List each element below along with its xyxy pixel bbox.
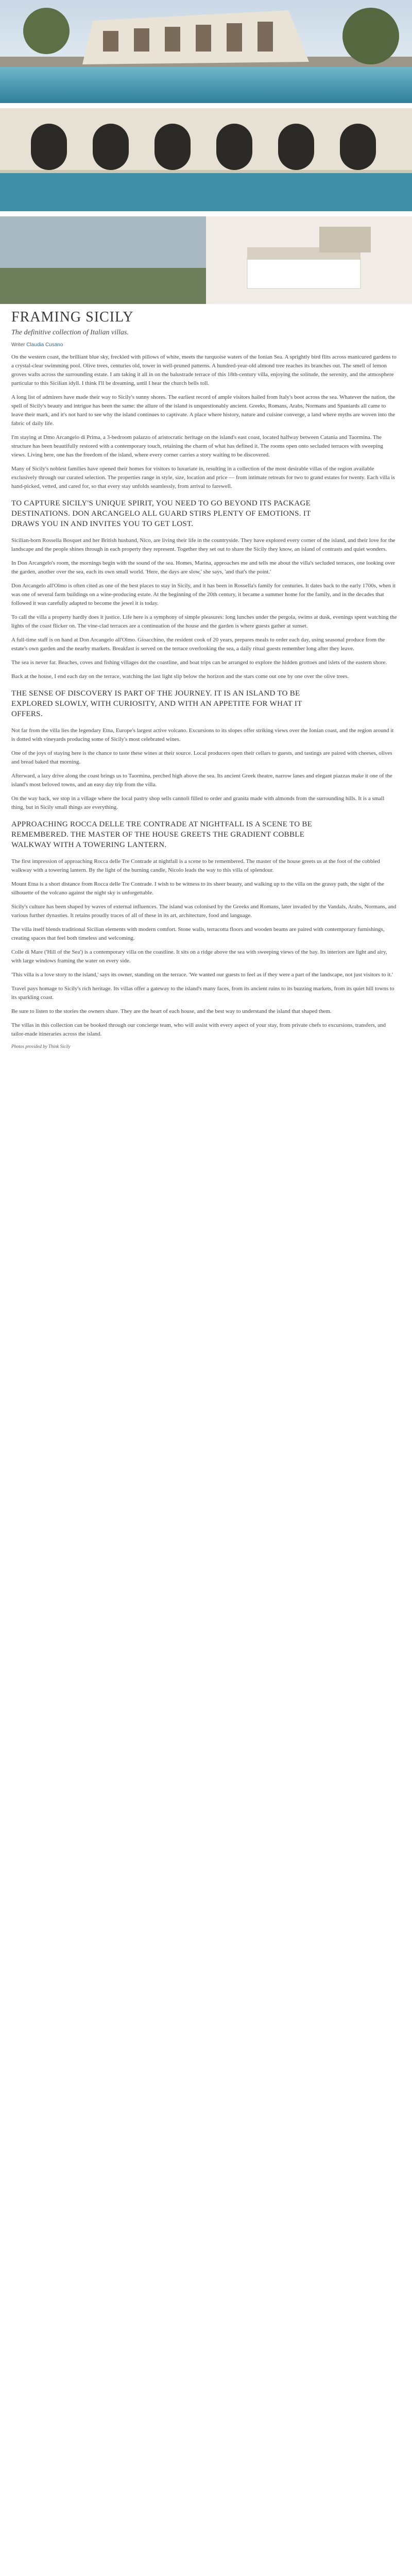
pull-quote: THE SENSE OF DISCOVERY IS PART OF THE JOURNEY. IT IS AN ISLAND TO BE EXPLORED SLOWLY, WITH CURIOSITY, AND WITH AN APPETITE FOR WHAT IT OFFERS. bbox=[11, 689, 302, 718]
paragraph: One of the joys of staying here is the chance to taste these wines at their source. Local producers open their cellars to guests, and tastings are paired with cheeses, olives and bread baked that morning. bbox=[11, 750, 392, 765]
photo-credit: Photos provided by Think Sicily bbox=[11, 1044, 71, 1049]
paragraph: Colle di Mare ('Hill of the Sea') is a contemporary villa on the coastline. It sits on a ridge above the sea with sweeping views of the bay. Its interiors are light and airy, with large windows framing the water on every side. bbox=[11, 949, 387, 964]
article-title: FRAMING SICILY bbox=[11, 309, 134, 325]
byline-author-link[interactable]: Claudia Cusano bbox=[26, 342, 63, 348]
paragraph: Be sure to listen to the stories the owners share. They are the heart of each house, and the best way to understand the island that shaped them. bbox=[11, 1008, 332, 1014]
byline-prefix: Writer bbox=[11, 342, 25, 348]
paragraph: Sicilian-born Rossella Bosquet and her British husband, Nico, are living their life in the countryside. They have explored every corner of the island, and their love for the landscape and the people shines through in each property they represent. Together they set out to share the Sicily they know, an island of contrasts and quiet wonders. bbox=[11, 537, 396, 552]
paragraph: I'm staying at Dmo Arcangelo di Prima, a 3-bedroom palazzo of aristocratic heritage on the island's east coast, located halfway between Catania and Taormina. The structure has been beautifully restored with a contemporary touch, retaining the charm of what has defined it. The rooms open onto secluded terraces with sweeping views. Living here, one has the freedom of the island, where every corner carries a story waiting to be discovered. bbox=[11, 434, 383, 458]
paragraph: On the western coast, the brilliant blue sky, freckled with pillows of white, meets the turquoise waters of the Ionian Sea. A sprightly bird flits across manicured gardens to a crystal-clear swimming pool. Olive trees, centuries old, tower in well-pruned patterns. A hundred-year-old almond tree reaches its branches out. The smell of lemon groves wafts across the surrounding estate. I am taking it all in on the balustrade terrace of this 18th-century villa, enjoying the solitude, the serenity, and the atmosphere particular to this Sicilian idyll. I think I'll be dreaming, until I hear the church bells toll. bbox=[11, 354, 397, 386]
article-body-b bbox=[11, 536, 398, 681]
paragraph: Mount Etna is a short distance from Rocca delle Tre Contrade. I wish to be witness to its sheer beauty, and walking up to the villa on the grassy path, the sight of the silhouette of the volcano against the night sky is unforgettable. bbox=[11, 881, 384, 896]
photo-villa-terrace-bedroom bbox=[0, 216, 412, 304]
paragraph: The first impression of approaching Rocca delle Tre Contrade at nightfall is a scene to be remembered. The master of the house greets us at the foot of the cobbled walkway with a towering lantern. By the light of the burning candle, Nicolo leads the way to this villa of splendour. bbox=[11, 858, 380, 873]
article-subtitle: The definitive collection of Italian villas. bbox=[11, 329, 129, 336]
pull-quote: APPROACHING ROCCA DELLE TRE CONTRADE AT NIGHTFALL IS A SCENE TO BE REMEMBERED. THE MASTER OF THE HOUSE GREETS THE GRADIENT COBBLE WALKWAY WITH A TOWERING LANTERN. bbox=[11, 820, 313, 849]
paragraph: On the way back, we stop in a village where the local pastry shop sells cannoli filled to order and granita made with almonds from the surrounding hills. It is a small thing, but in Sicily small things are everything. bbox=[11, 795, 385, 810]
paragraph: Many of Sicily's noblest families have opened their homes for visitors to luxuriate in, resulting in a collection of the most desirable villas of the region available exclusively through our curated selection. The properties range in style, size, location and price — from intimate retreats for two to grand estates for twenty. Each villa is hand-picked, vetted, and cared for, so that every stay unfolds seamlessly, from arrival to farewell. bbox=[11, 466, 395, 489]
pull-quote: TO CAPTURE SICILY'S UNIQUE SPIRIT, YOU NEED TO GO BEYOND ITS PACKAGE DESTINATIONS. DON ARCANGELO ALL GUARD STIRS PLENTY OF EMOTIONS. IT DRAWS YOU IN AND INVITES YOU TO GET LOST. bbox=[11, 499, 311, 528]
article-body-d bbox=[11, 857, 398, 1039]
photo-villa-arches-pool bbox=[0, 108, 412, 211]
paragraph: A long list of admirers have made their way to Sicily's sunny shores. The earliest record of ample visitors hailed from Italy's boot across the sea. Whatever the nation, the spell of Sicily's beauty and intrigue has been the same: the allure of the island is unquestionably ancient. Greeks, Romans, Arabs, Normans and Spaniards all came to leave their mark, and it's not hard to see why the island continues to captivate. A place where history, nature and cuisine converge, a land where myths are woven into the fabric of daily life. bbox=[11, 394, 396, 427]
paragraph: Travel pays homage to Sicily's rich heritage. Its villas offer a gateway to the island's many faces, from its ancient ruins to its buzzing markets, from its quiet hill towns to its sparkling coast. bbox=[11, 986, 394, 1001]
hero-photo-villa-pool bbox=[0, 0, 412, 103]
article-body-c bbox=[11, 726, 398, 812]
paragraph: Sicily's culture has been shaped by waves of external influences. The island was colonised by the Greeks and Romans, later invaded by the Vandals, Arabs, Normans, and various further dynasties. It retains proudly traces of all of these in its art, architecture, food and language. bbox=[11, 904, 397, 919]
article-body-a bbox=[11, 353, 398, 491]
article bbox=[11, 309, 398, 1054]
paragraph: Not far from the villa lies the legendary Etna, Europe's largest active volcano. Excursions to its slopes offer striking views over the Ionian coast, and the region around it is dotted with vineyards producing some of Sicily's most celebrated wines. bbox=[11, 727, 394, 742]
paragraph: Don Arcangelo all'Olmo is often cited as one of the best places to stay in Sicily, and it has been in Rossella's family for centuries. It dates back to the early 1700s, when it was one of several farm buildings on a wine-producing estate. At the beginning of the 20th century, it became a summer home for the family, and in the decades that followed it was carefully adapted to become the jewel it is today. bbox=[11, 583, 396, 606]
paragraph: 'This villa is a love story to the island,' says its owner, standing on the terrace. 'We wanted our guests to feel as if they were a part of the landscape, not just visitors to it.' bbox=[11, 972, 393, 978]
paragraph: The villa itself blends traditional Sicilian elements with modern comfort. Stone walls, terracotta floors and wooden beams are paired with contemporary furnishings, creating spaces that feel both timeless and welcoming. bbox=[11, 926, 385, 941]
paragraph: Back at the house, I end each day on the terrace, watching the last light slip below the horizon and the stars come out one by one over the olive trees. bbox=[11, 673, 349, 680]
paragraph: The sea is never far. Beaches, coves and fishing villages dot the coastline, and boat trips can be arranged to explore the hidden grottoes and islets of the eastern shore. bbox=[11, 659, 387, 666]
paragraph: Afterward, a lazy drive along the coast brings us to Taormina, perched high above the sea. Its ancient Greek theatre, narrow lanes and elegant piazzas make it one of the island's most beloved towns, and an easy day trip from the villa. bbox=[11, 773, 392, 788]
paragraph: In Don Arcangelo's room, the mornings begin with the sound of the sea. Homes, Marina, approaches me and tells me about the villa's secluded terraces, one looking over the garden, another over the sea, each its own small world. 'Here, the days are slow,' she says, 'and that's the point.' bbox=[11, 560, 396, 575]
paragraph: A full-time staff is on hand at Don Arcangelo all'Olmo. Gioacchino, the resident cook of 20 years, prepares meals to order each day, using seasonal produce from the estate's own garden and the nearby markets. Breakfast is served on the terrace overlooking the sea, a daily ritual guests remember long after they leave. bbox=[11, 637, 385, 652]
byline bbox=[11, 342, 398, 348]
paragraph: To call the villa a property hardly does it justice. Life here is a symphony of simple pleasures: long lunches under the pergola, swims at dusk, evenings spent watching the lights of the coast flicker on. The vine-clad terraces are a continuation of the house and the garden is where guests gather at sunset. bbox=[11, 614, 397, 629]
paragraph: The villas in this collection can be booked through our concierge team, who will assist with every aspect of your stay, from private chefs to excursions, transfers, and tailor-made itineraries across the island. bbox=[11, 1022, 386, 1037]
